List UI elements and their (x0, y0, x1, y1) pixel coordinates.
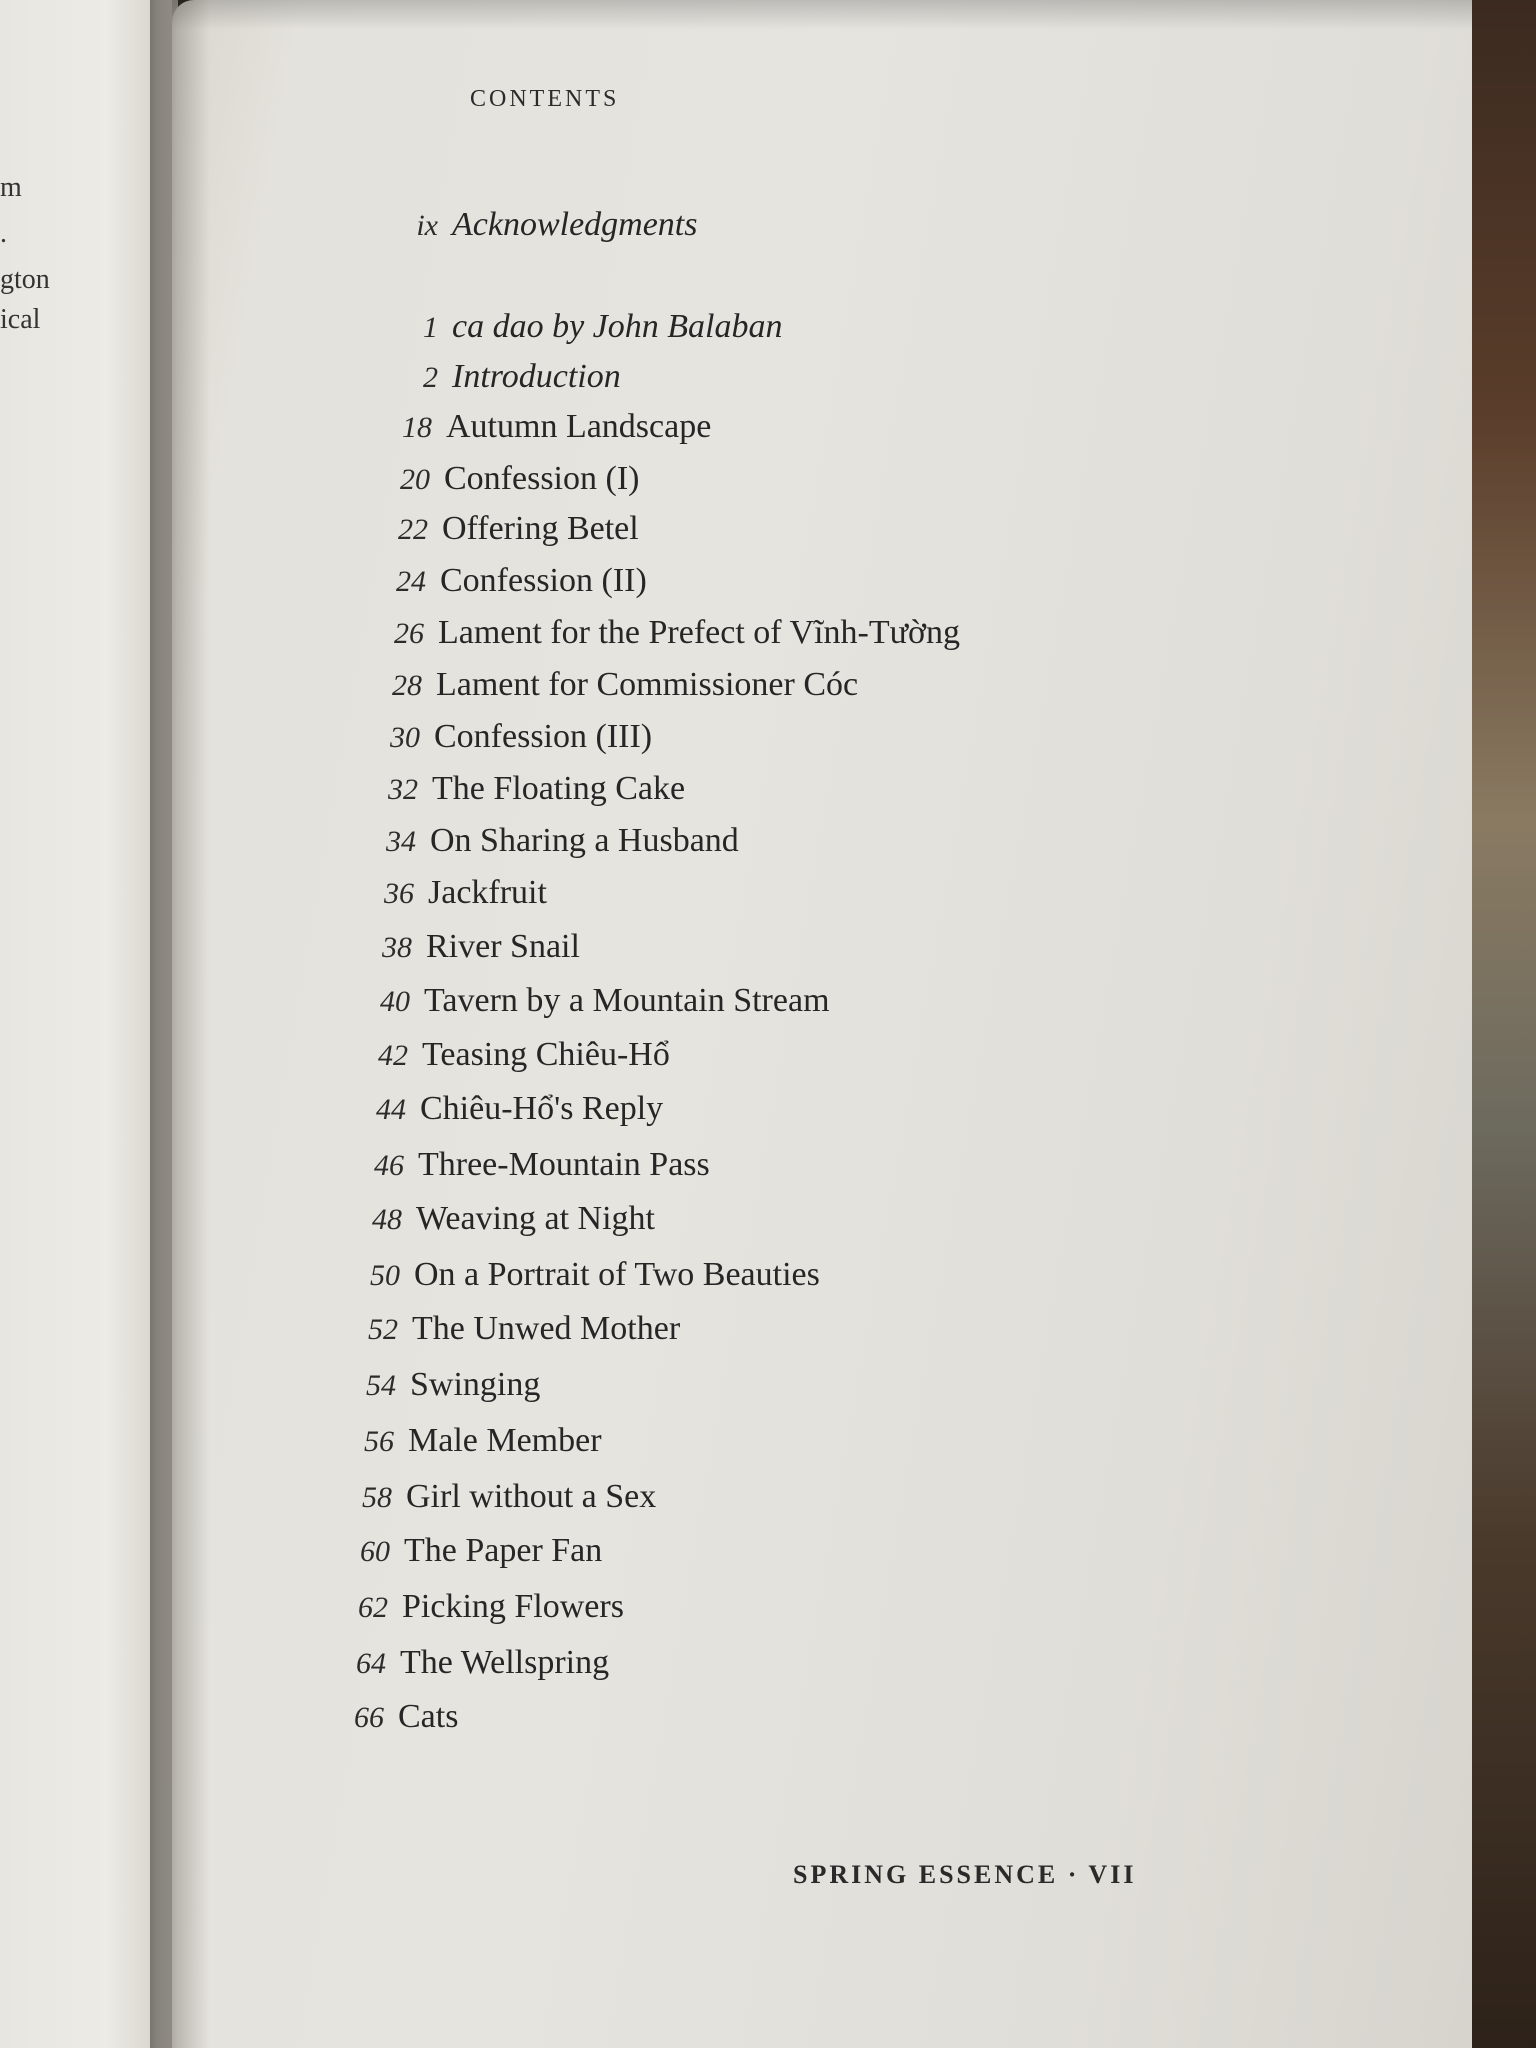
toc-entry-title: The Floating Cake (432, 770, 686, 807)
toc-page-number: 32 (388, 773, 418, 806)
toc-entry (342, 1422, 602, 1466)
toc-entry (332, 1698, 458, 1742)
toc-page-number: 66 (354, 1701, 384, 1734)
toc-page-number: 56 (364, 1425, 394, 1458)
toc-entry (380, 408, 711, 452)
toc-entry (386, 358, 621, 402)
toc-entry-title: The Unwed Mother (412, 1310, 681, 1347)
toc-page-number: 50 (370, 1259, 400, 1292)
toc-entry-title: Confession (I) (444, 460, 640, 497)
toc-entry (370, 666, 858, 710)
left-page-text-fragment: gton (0, 264, 50, 295)
toc-entry (334, 1644, 609, 1688)
toc-page-number: 30 (390, 721, 420, 754)
left-page-text-fragment: ical (0, 304, 41, 335)
toc-entry (368, 718, 652, 762)
toc-entry (366, 770, 685, 814)
toc-entry (346, 1310, 680, 1354)
left-page-text-fragment: m (0, 172, 22, 203)
toc-entry-title: The Paper Fan (404, 1532, 603, 1569)
toc-entry-title: Autumn Landscape (446, 408, 712, 445)
toc-entry (378, 460, 639, 504)
toc-entry (350, 1200, 655, 1244)
running-footer: SPRING ESSENCE · VII (793, 1860, 1137, 1889)
toc-entry (360, 928, 580, 972)
toc-entry-title: Confession (III) (434, 718, 653, 755)
toc-page-number: 58 (362, 1481, 392, 1514)
toc-page-number: 28 (392, 669, 422, 702)
toc-page-number: 40 (380, 985, 410, 1018)
toc-entry-title: Offering Betel (442, 510, 639, 547)
toc-entry-title: Acknowledgments (452, 206, 698, 243)
toc-entry-title: Weaving at Night (416, 1200, 655, 1237)
toc-page-number: 44 (376, 1093, 406, 1126)
toc-page-number: 64 (356, 1647, 386, 1680)
toc-entry-title: Teasing Chiêu-Hổ (422, 1036, 670, 1073)
toc-entry-title: River Snail (426, 928, 580, 965)
toc-entry (374, 562, 647, 606)
toc-entry-title: The Wellspring (400, 1644, 610, 1681)
toc-entry (344, 1366, 540, 1410)
toc-entry (358, 982, 830, 1026)
toc-page-number: 60 (360, 1535, 390, 1568)
contents-heading: CONTENTS (470, 86, 620, 112)
toc-page-number: 22 (398, 513, 428, 546)
toc-entry-title: Lament for the Prefect of Vĩnh-Tường (438, 614, 961, 651)
toc-page-number: 26 (394, 617, 424, 650)
toc-entry (338, 1532, 602, 1576)
toc-entry-title: Confession (II) (440, 562, 647, 599)
toc-page-number: 38 (382, 931, 412, 964)
toc-page-number: 18 (402, 411, 432, 444)
toc-entry-title: Introduction (452, 358, 621, 395)
toc-page-number: 54 (366, 1369, 396, 1402)
toc-page-number: 2 (423, 361, 438, 394)
toc-page-number: 42 (378, 1039, 408, 1072)
toc-page-number: 36 (384, 877, 414, 910)
toc-page-number: 34 (386, 825, 416, 858)
toc-entry (356, 1036, 670, 1080)
toc-page-number: ix (416, 209, 438, 242)
toc-entry-title: Tavern by a Mountain Stream (424, 982, 830, 1019)
toc-entry-title: Cats (398, 1698, 459, 1735)
toc-entry (364, 822, 739, 866)
toc-entry (354, 1090, 663, 1134)
toc-entry-title: Jackfruit (428, 874, 547, 911)
toc-entry-title: Lament for Commissioner Cóc (436, 666, 859, 703)
toc-entry-title: Male Member (408, 1422, 602, 1459)
left-page-text-fragment: . (0, 218, 7, 249)
toc-entry-title: Picking Flowers (402, 1588, 624, 1625)
toc-page-number: 48 (372, 1203, 402, 1236)
toc-page-number: 1 (423, 311, 438, 344)
toc-entry (340, 1478, 656, 1522)
toc-entry (348, 1256, 820, 1300)
toc-page-number: 20 (400, 463, 430, 496)
toc-entry-title: On a Portrait of Two Beauties (414, 1256, 820, 1293)
toc-entry-title: Chiêu-Hổ's Reply (420, 1090, 664, 1127)
toc-entry-title: Three-Mountain Pass (418, 1146, 710, 1183)
toc-page-number: 52 (368, 1313, 398, 1346)
toc-entry (336, 1588, 624, 1632)
toc-entry-title: Girl without a Sex (406, 1478, 657, 1515)
toc-entry (386, 206, 698, 250)
toc-entry (372, 614, 960, 658)
toc-entry-title: Swinging (410, 1366, 541, 1403)
toc-entry (376, 510, 639, 554)
toc-entry (362, 874, 547, 918)
toc-entry-title: ca dao by John Balaban (452, 308, 783, 345)
toc-page-number: 62 (358, 1591, 388, 1624)
toc-page-number: 46 (374, 1149, 404, 1182)
toc-page-number: 24 (396, 565, 426, 598)
toc-entry (352, 1146, 710, 1190)
toc-entry-title: On Sharing a Husband (430, 822, 739, 859)
toc-entry (386, 308, 783, 352)
